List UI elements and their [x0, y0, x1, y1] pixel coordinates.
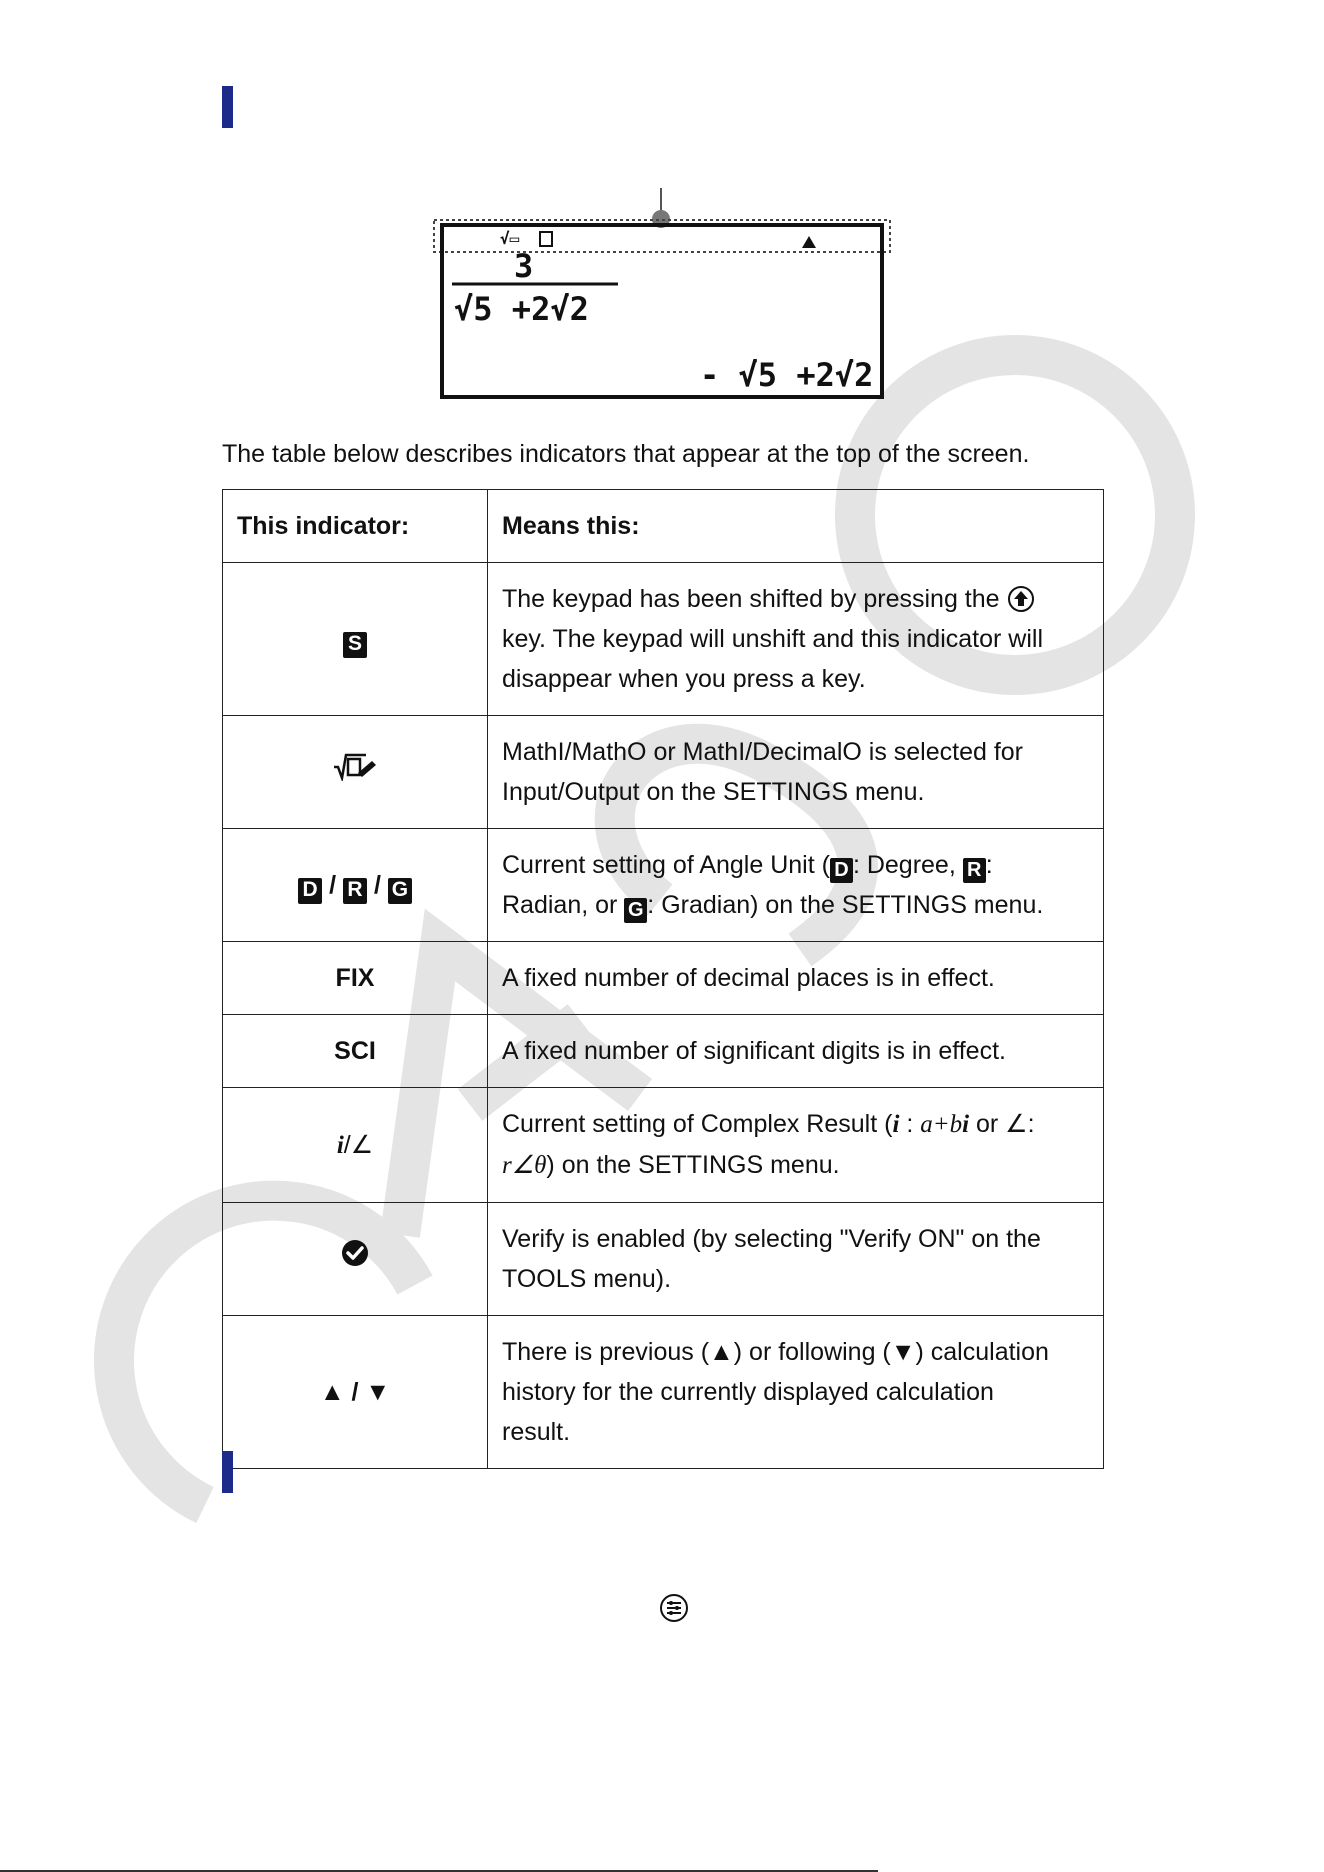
table-row: D / R / G Current setting of Angle Unit ( D : Degree, R : Radian, or G : Gradian) on the SETTINGS menu.	[223, 829, 1104, 942]
history-indicator: ▲ / ▼	[223, 1316, 488, 1469]
row-text: A fixed number of significant digits is in effect.	[488, 1015, 1104, 1088]
degree-key-inline: D	[830, 858, 853, 883]
table-header-row	[223, 490, 1104, 563]
row-text: The keypad has been shifted by pressing the	[502, 585, 1000, 613]
row-text: Input/Output on the SETTINGS menu.	[502, 778, 925, 806]
shift-key-icon	[1007, 585, 1035, 613]
table-row	[223, 1316, 1104, 1469]
verify-check-icon	[341, 1239, 369, 1267]
gradian-key-inline: G	[624, 898, 647, 923]
table-row	[223, 942, 1104, 1015]
sci-indicator: SCI	[223, 1015, 488, 1088]
degree-indicator-icon: D	[298, 878, 322, 904]
settings-menu-key-icon	[659, 1593, 689, 1623]
svg-text:√▭: √▭	[500, 229, 520, 248]
table-row	[223, 716, 1104, 829]
lcd-result: - √5 +2√2	[700, 356, 874, 394]
row-text: history for the currently displayed calculation	[502, 1378, 994, 1406]
table-row	[223, 563, 1104, 716]
lcd-denominator: √5 +2√2	[454, 290, 589, 328]
row-text: Verify is enabled (by selecting "Verify ON" on the	[502, 1225, 1041, 1253]
calculator-screen-illustration	[432, 188, 892, 406]
row-text: TOOLS menu).	[502, 1265, 672, 1293]
row-text: MathI/MathO or MathI/DecimalO is selected for	[502, 738, 1024, 766]
fix-indicator: FIX	[223, 942, 488, 1015]
indicator-table	[222, 489, 1104, 1469]
header-meaning: Means this:	[488, 490, 1104, 563]
complex-indicator-angle: /∠	[343, 1130, 374, 1159]
header-indicator: This indicator:	[223, 490, 488, 563]
shift-indicator-icon: S	[343, 632, 367, 658]
row-text: A fixed number of decimal places is in effect.	[488, 942, 1104, 1015]
table-row: i/∠ Current setting of Complex Result (i : a+bi or ∠: r∠θ) on the SETTINGS menu.	[223, 1088, 1104, 1203]
row-text: There is previous (▲) or following (▼) calculation	[502, 1338, 1049, 1366]
gradian-indicator-icon: G	[388, 878, 412, 904]
table-row	[223, 1015, 1104, 1088]
row-text: disappear when you press a key.	[502, 665, 866, 693]
radian-key-inline: R	[963, 858, 986, 883]
row-text: result.	[502, 1418, 571, 1446]
lcd-numerator: 3	[514, 247, 534, 285]
radian-indicator-icon: R	[343, 878, 367, 904]
table-row	[223, 1203, 1104, 1316]
complex-indicator-i: i	[336, 1131, 344, 1159]
intro-text: The table below describes indicators that appear at the top of the screen.	[222, 440, 1030, 468]
section-marker	[222, 86, 233, 128]
math-io-icon	[332, 751, 378, 781]
row-text: key. The keypad will unshift and this indicator will	[502, 625, 1044, 653]
section-marker	[222, 1451, 233, 1493]
